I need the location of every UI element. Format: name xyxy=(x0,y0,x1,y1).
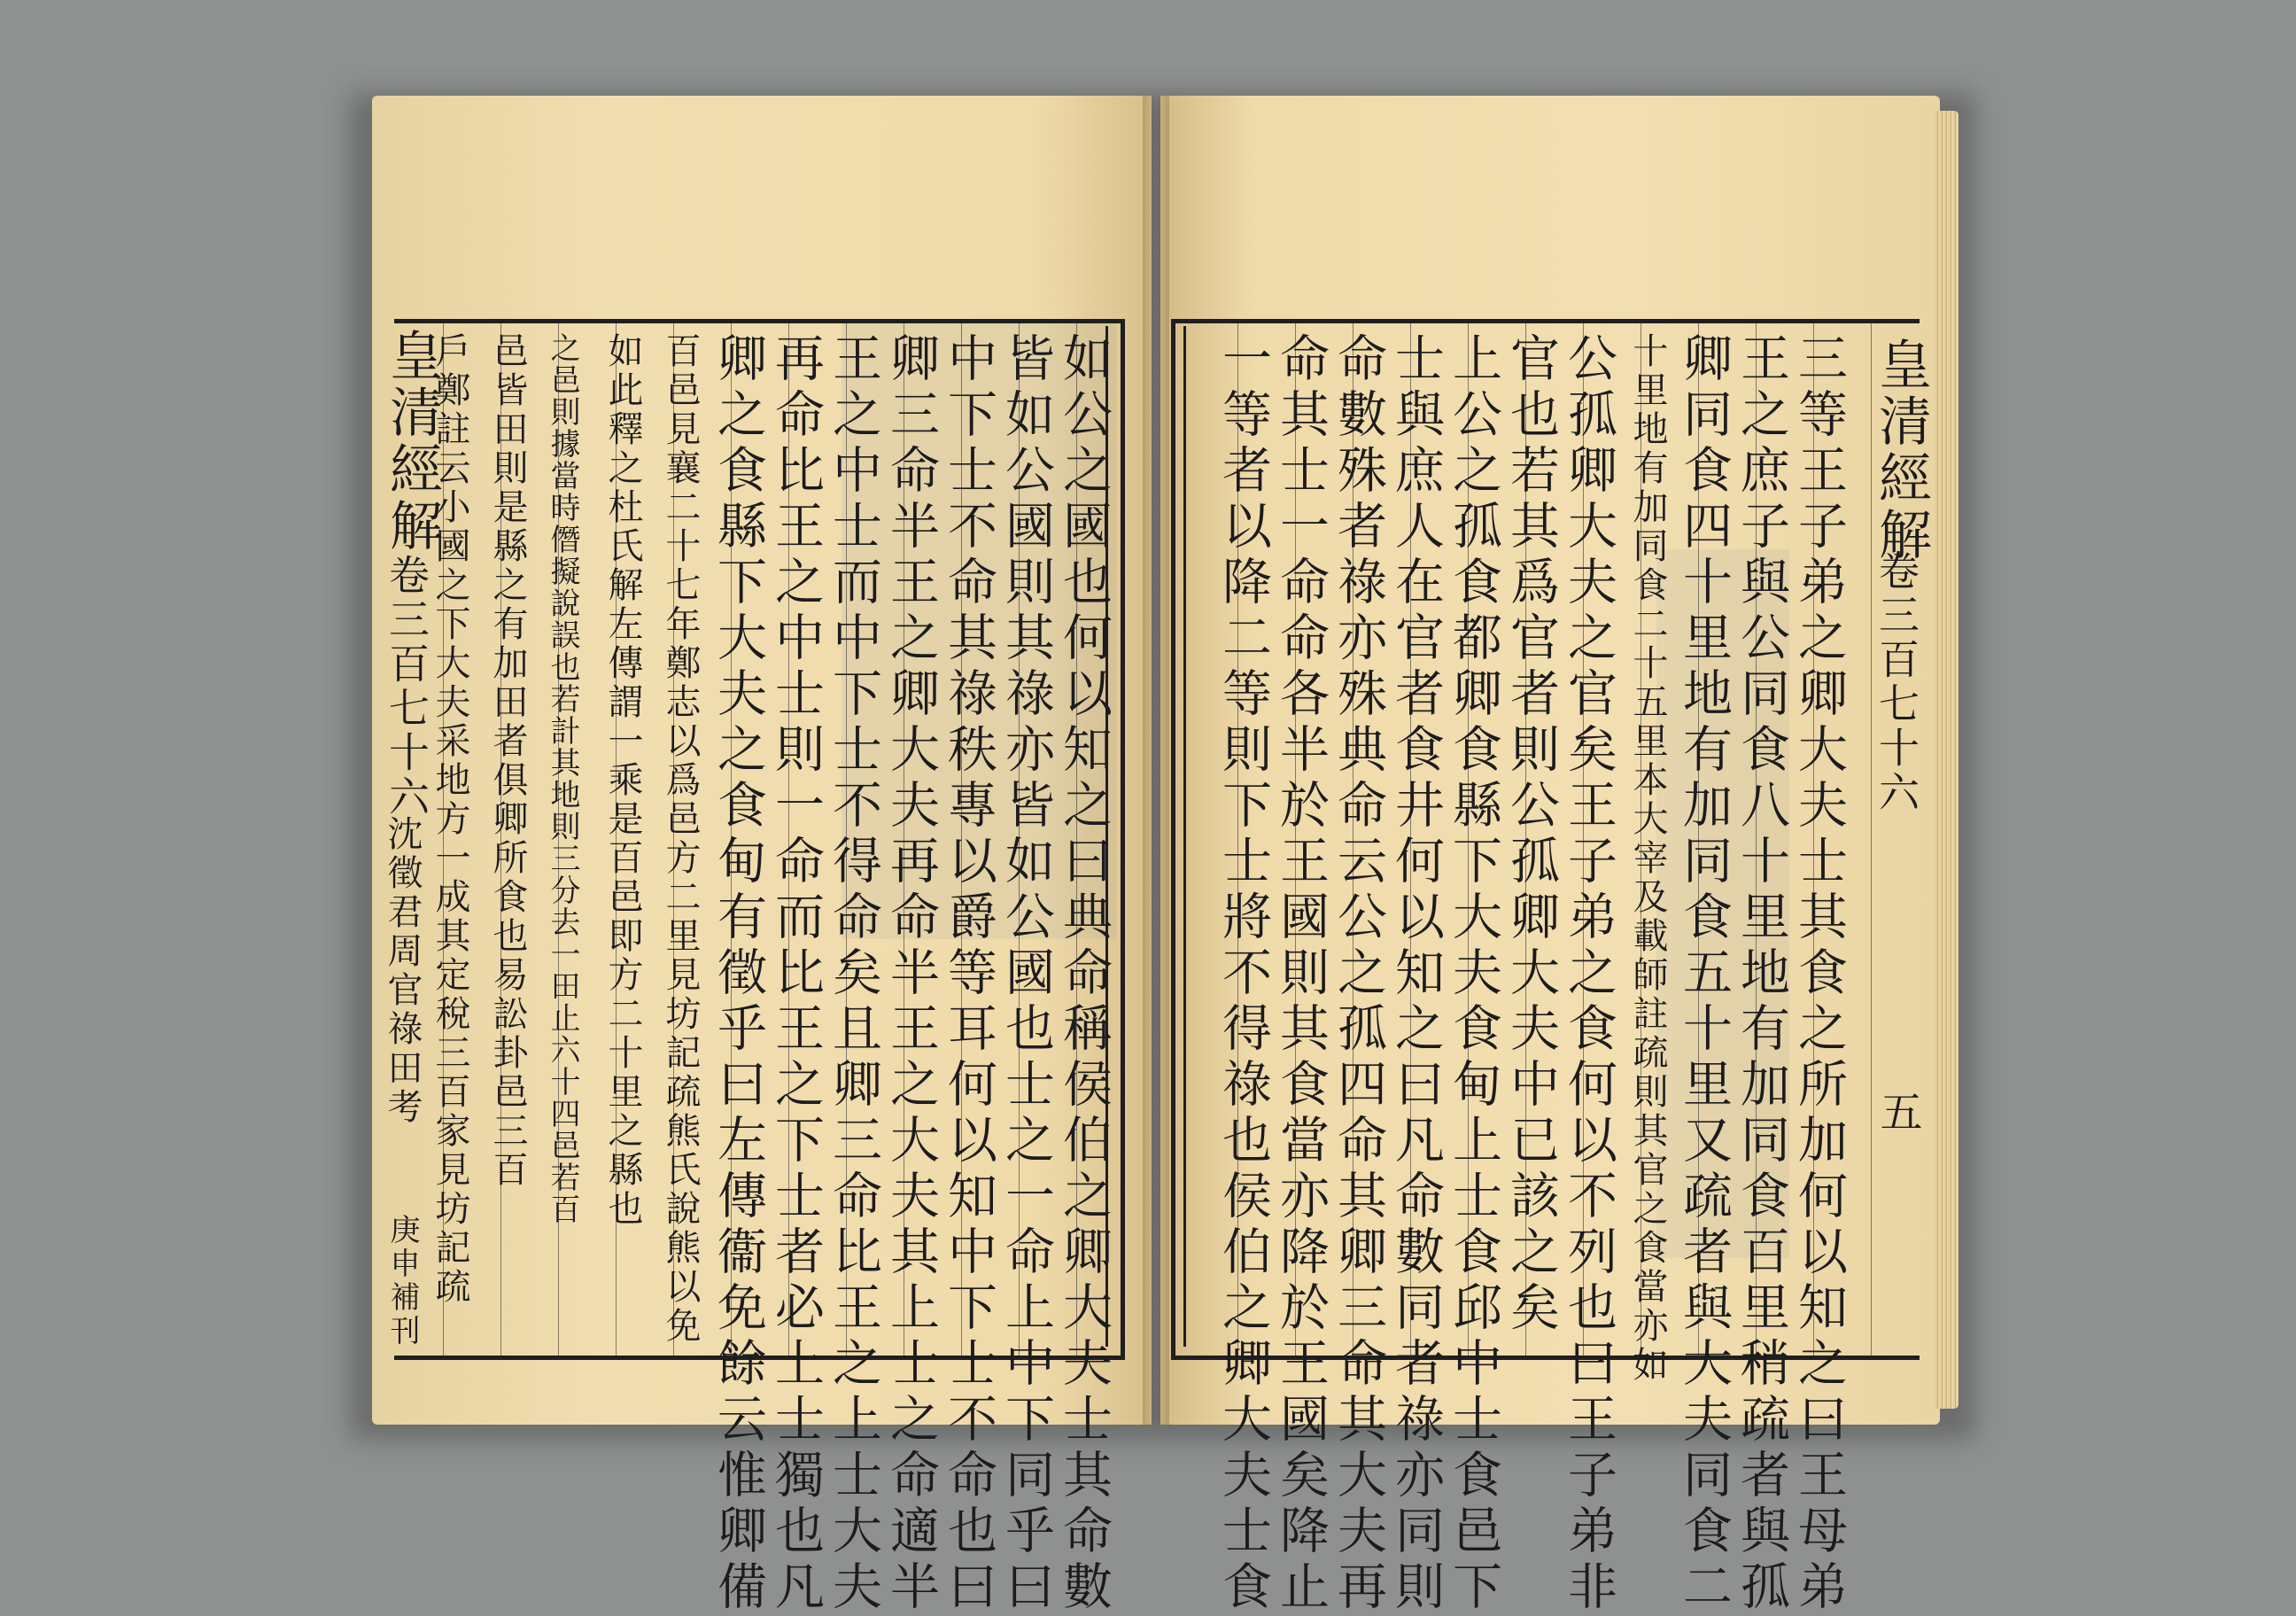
left-column-12: 戶鄭註云小國之下大夫采地方一成其定稅三百家見坊記疏 xyxy=(430,332,470,1307)
left-column-7: 卿之食縣下大夫之食甸有徵乎曰左傳衞免餘云惟卿備 xyxy=(710,332,767,1616)
right-column-8: 士與庶人在官者食井何以知之曰凡命數同者祿亦同則 xyxy=(1387,332,1445,1616)
right-column-6: 官也若其爲官者則公孤卿大夫中已該之矣 xyxy=(1502,332,1560,1337)
right-column-5: 公孤卿大夫之官矣王子弟之食何以不列也曰王子弟非 xyxy=(1560,332,1617,1616)
left-margin-author: 沈徵君周官祿田考 xyxy=(382,815,423,1127)
left-column-10: 之邑則據當時僭擬說誤也若計其地則三分去一田止六十四邑若百 xyxy=(545,332,580,1225)
right-column-11: 一等者以降二等則下士將不得祿也侯伯之卿大夫士食 xyxy=(1214,332,1272,1616)
left-column-9: 如此釋之杜氏解左傳謂一乘是百邑即方二十里之縣也 xyxy=(602,332,643,1229)
right-frame-inner-rule xyxy=(1183,326,1186,1347)
right-folio-number: 五 xyxy=(1873,1090,1922,1132)
left-column-2: 皆如公國則其祿亦皆如公國也士之一命上中下同乎曰 xyxy=(997,332,1055,1616)
right-column-3: 卿同食四十里地有加同食五十里又疏者與大夫同食二 xyxy=(1675,332,1733,1616)
left-column-8: 百邑見襄二十七年鄭志以爲邑方二里見坊記疏熊氏說熊以免 xyxy=(660,332,701,1346)
right-column-4: 十里地有加同食二十五里本大宰及載師註疏則其官之食當亦如 xyxy=(1627,332,1668,1385)
left-column-4: 卿三命半王之卿大夫再命半王之大夫其上士之命適半 xyxy=(882,332,940,1616)
left-column-6: 再命比王之中士則一命而比王之下士者必上士獨也凡 xyxy=(767,332,825,1616)
left-column-5: 王之中士而中下士不得命矣且卿三命比王之上士大夫 xyxy=(825,332,882,1616)
right-column-10: 命其士一命命各半於王國則其食當亦降於王國矣降止 xyxy=(1272,332,1330,1616)
left-margin-volume: 卷三百七十六 xyxy=(383,554,430,820)
right-margin-volume: 卷三百七十六 xyxy=(1873,549,1920,815)
right-column-9: 命數殊者祿亦殊典命云公之孤四命其卿三命其大夫再 xyxy=(1330,332,1387,1616)
left-column-1: 如公之國也何以知之曰典命稱侯伯之卿大夫士其命數 xyxy=(1055,332,1113,1616)
page-edges xyxy=(1935,111,1959,1409)
right-column-7: 上公之孤食都卿食縣下大夫食甸上士食邱中士食邑下 xyxy=(1445,332,1502,1616)
left-column-3: 中下士不命其祿秩專以爵等耳何以知中下士不命也曰 xyxy=(940,332,997,1616)
right-column-2: 王之庶子與公同食八十里地有加同食百里稍疏者與孤 xyxy=(1733,332,1790,1616)
left-column-11: 邑皆田則是縣之有加田者俱卿所食也易訟卦邑三百 xyxy=(487,332,528,1190)
right-column-1: 三等王子弟之卿大夫士其食之所加何以知之曰王母弟 xyxy=(1790,332,1848,1616)
right-margin-title: 皇清經解 xyxy=(1870,337,1932,563)
left-margin-title: 皇清經解 xyxy=(381,328,443,555)
book-gutter xyxy=(1143,96,1169,1425)
left-margin-edition: 庚申補刊 xyxy=(384,1214,420,1348)
